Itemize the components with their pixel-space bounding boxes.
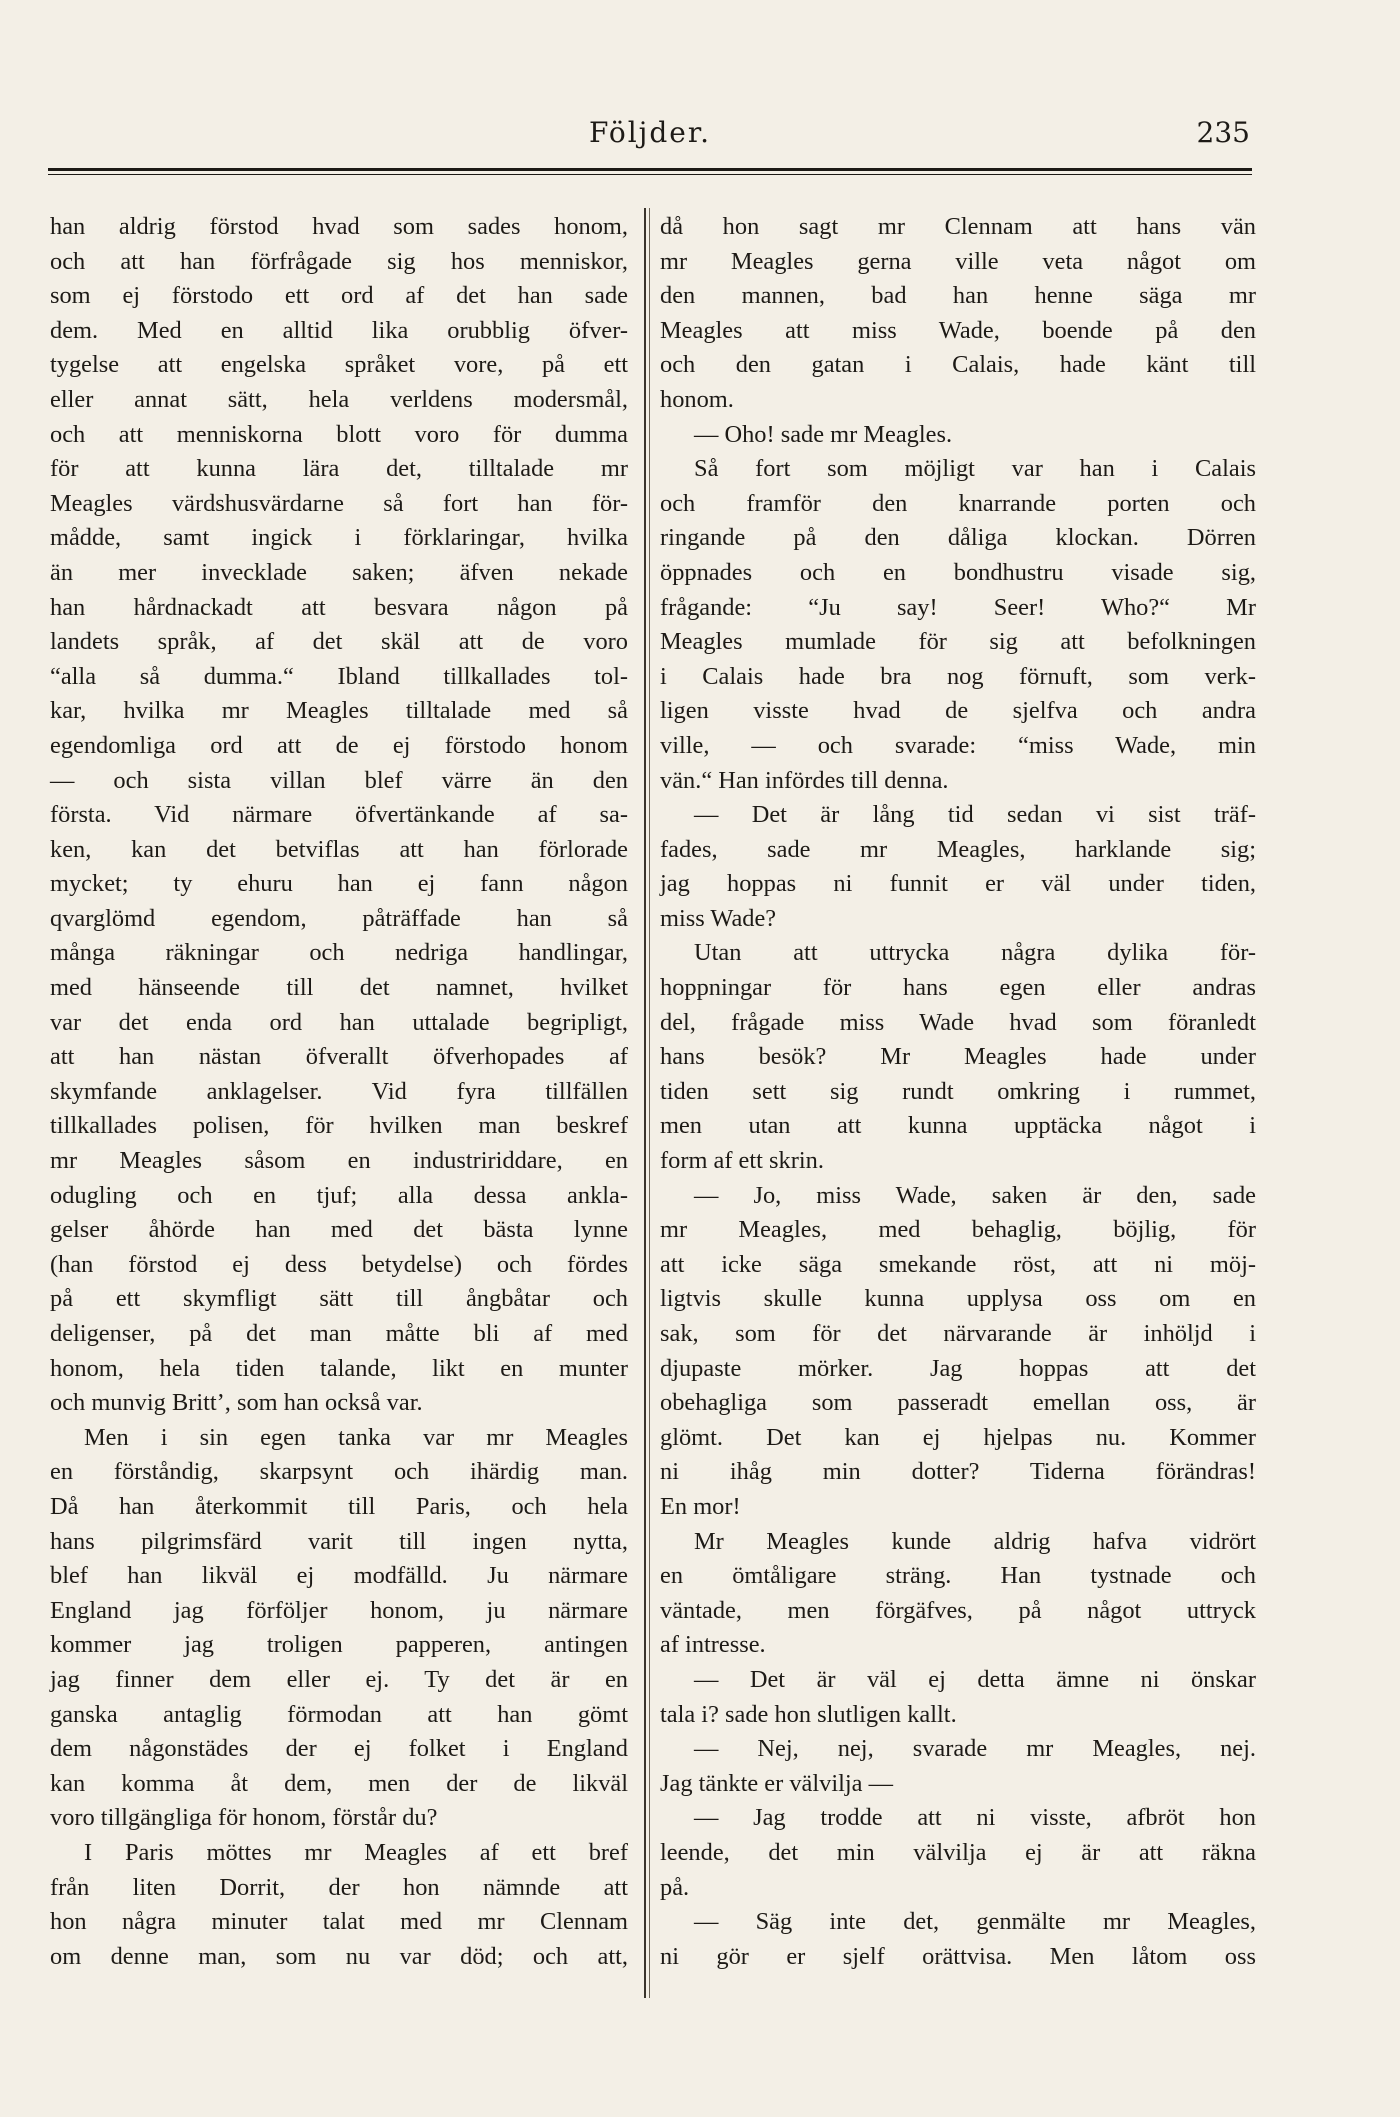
chapter-title: Följder.	[588, 116, 712, 149]
text-line: Mr Meagles kunde aldrig hafva vidrört	[694, 1527, 1256, 1555]
text-line: på ett skymfligt sätt till ångbåtar och	[50, 1285, 628, 1313]
text-line: var det enda ord han uttalade begripligt,	[50, 1008, 628, 1036]
text-line: med hänseende till det namnet, hvilket	[50, 974, 628, 1002]
text-line: på.	[660, 1873, 690, 1901]
text-line: Men i sin egen tanka var mr Meagles	[84, 1423, 628, 1451]
text-line: vän.“ Han infördes till denna.	[660, 766, 949, 794]
text-line: men utan att kunna upptäcka något i	[660, 1112, 1256, 1140]
text-line: mr Meagles, med behaglig, böjlig, för	[660, 1216, 1256, 1244]
text-line: än mer invecklade saken; äfven nekade	[50, 558, 628, 586]
column-divider	[644, 208, 646, 1998]
text-line: och framför den knarrande porten och	[660, 489, 1256, 517]
text-line: gelser åhörde han med det bästa lynne	[50, 1216, 628, 1244]
text-line: mådde, samt ingick i förklaringar, hvilka	[50, 524, 628, 552]
page-number: 235	[1196, 116, 1250, 149]
text-line: ligtvis skulle kunna upplysa oss om en	[660, 1285, 1256, 1313]
text-line: han aldrig förstod hvad som sades honom,	[50, 213, 628, 240]
text-line: odugling och en tjuf; alla dessa ankla-	[50, 1181, 628, 1209]
text-line: hoppningar för hans egen eller andras	[660, 974, 1256, 1002]
text-line: En mor!	[660, 1492, 741, 1520]
text-line: och att menniskorna blott voro för dumma	[50, 420, 628, 448]
text-line: af intresse.	[660, 1631, 766, 1659]
text-line: ganska antaglig förmodan att han gömt	[50, 1700, 628, 1728]
text-line: qvarglömd egendom, påträffade han så	[50, 904, 628, 932]
text-line: jag finner dem eller ej. Ty det är en	[50, 1665, 628, 1693]
text-line: tillkallades polisen, för hvilken man beskref	[50, 1112, 628, 1140]
column-divider-thin	[649, 208, 650, 1998]
text-line: han hårdnackadt att besvara någon på	[50, 593, 628, 621]
text-line: fades, sade mr Meagles, harklande sig;	[660, 835, 1256, 863]
text-line: Meagles värdshusvärdarne så fort han för-	[50, 489, 628, 517]
text-line: en ömtåligare sträng. Han tystnade och	[660, 1562, 1256, 1590]
text-line: tygelse att engelska språket vore, på ett	[50, 351, 628, 379]
text-line: för att kunna lära det, tilltalade mr	[50, 455, 628, 483]
text-line: ringande på den dåliga klockan. Dörren	[660, 524, 1256, 552]
text-line: England jag förföljer honom, ju närmare	[50, 1596, 628, 1624]
text-line: honom, hela tiden talande, likt en munter	[50, 1354, 628, 1382]
text-line: tiden sett sig rundt omkring i rummet,	[660, 1077, 1256, 1105]
text-line: deligenser, på det man måtte bli af med	[50, 1320, 628, 1347]
text-line: eller annat sätt, hela verldens modersmål,	[50, 385, 628, 413]
text-line: djupaste mörker. Jag hoppas att det	[660, 1354, 1256, 1382]
text-line: — Nej, nej, svarade mr Meagles, nej.	[694, 1735, 1256, 1763]
text-line: och att han förfrågade sig hos menniskor,	[50, 247, 628, 275]
text-line: landets språk, af det skäl att de voro	[50, 628, 628, 656]
text-line: dem någonstädes der ej folket i England	[50, 1735, 628, 1763]
text-line: Meagles att miss Wade, boende på den	[660, 316, 1256, 344]
text-line: kar, hvilka mr Meagles tilltalade med så	[50, 697, 628, 725]
text-line: form af ett skrin.	[660, 1147, 824, 1175]
text-line: ni ihåg min dotter? Tiderna förändras!	[660, 1458, 1256, 1486]
text-line: skymfande anklagelser. Vid fyra tillfällen	[50, 1077, 628, 1105]
text-line: — Det är väl ej detta ämne ni önskar	[694, 1665, 1256, 1693]
text-line: att icke säga smekande röst, att ni möj-	[660, 1250, 1256, 1278]
text-line: Då han återkommit till Paris, och hela	[50, 1492, 628, 1520]
text-line: del, frågade miss Wade hvad som föranledt	[660, 1008, 1256, 1036]
header-rule	[48, 168, 1252, 171]
text-line: ni gör er sjelf orättvisa. Men låtom oss	[660, 1942, 1256, 1970]
text-line: från liten Dorrit, der hon nämnde att	[50, 1873, 628, 1901]
text-line: hans pilgrimsfärd varit till ingen nytta,	[50, 1527, 628, 1555]
text-line: (han förstod ej dess betydelse) och fördes	[50, 1250, 628, 1278]
running-header	[50, 112, 1250, 162]
text-line: första. Vid närmare öfvertänkande af sa-	[50, 801, 628, 829]
text-line: ville, — och svarade: “miss Wade, min	[660, 731, 1256, 759]
text-line: — Säg inte det, genmälte mr Meagles,	[694, 1908, 1256, 1936]
text-line: kan komma åt dem, men der de likväl	[50, 1769, 628, 1797]
text-line: leende, det min välvilja ej är att räkna	[660, 1838, 1256, 1866]
text-line: att han nästan öfverallt öfverhopades af	[50, 1043, 628, 1071]
text-line: voro tillgängliga för honom, förstår du?	[50, 1804, 438, 1832]
text-line: mycket; ty ehuru han ej fann någon	[50, 870, 628, 898]
text-line: — Jo, miss Wade, saken är den, sade	[694, 1181, 1256, 1209]
text-line: obehagliga som passeradt emellan oss, är	[660, 1389, 1256, 1417]
text-line: öppnades och en bondhustru visade sig,	[660, 558, 1256, 586]
text-line: och den gatan i Calais, hade känt till	[660, 351, 1256, 379]
text-line: — Oho! sade mr Meagles.	[694, 420, 953, 448]
text-line: frågande: “Ju say! Seer! Who?“ Mr	[660, 593, 1256, 621]
text-line: mr Meagles såsom en industririddare, en	[50, 1147, 628, 1175]
text-line: — och sista villan blef värre än den	[50, 766, 628, 794]
right-text-column	[660, 210, 1256, 1974]
text-line: — Jag trodde att ni visste, afbröt hon	[694, 1804, 1256, 1832]
text-line: Utan att uttrycka några dylika för-	[694, 939, 1256, 967]
text-line: I Paris möttes mr Meagles af ett bref	[84, 1838, 628, 1866]
text-line: som ej förstodo ett ord af det han sade	[50, 282, 628, 310]
text-line: Meagles mumlade för sig att befolkningen	[660, 628, 1256, 656]
text-line: miss Wade?	[660, 904, 777, 932]
text-line: kommer jag troligen papperen, antingen	[50, 1631, 628, 1659]
text-line: ken, kan det betviflas att han förlorade	[50, 835, 628, 863]
text-line: mr Meagles gerna ville veta något om	[660, 247, 1256, 275]
text-line: hon några minuter talat med mr Clennam	[50, 1908, 628, 1936]
header-rule-thin	[48, 174, 1252, 175]
text-line: då hon sagt mr Clennam att hans vän	[660, 213, 1256, 240]
text-line: väntade, men förgäfves, på något uttryck	[660, 1596, 1256, 1624]
text-line: “alla så dumma.“ Ibland tillkallades tol-	[50, 662, 628, 690]
text-line: jag hoppas ni funnit er väl under tiden,	[660, 870, 1256, 898]
text-line: — Det är lång tid sedan vi sist träf-	[694, 801, 1256, 829]
text-line: honom.	[660, 385, 734, 413]
text-line: om denne man, som nu var död; och att,	[50, 1942, 628, 1970]
text-line: hans besök? Mr Meagles hade under	[660, 1043, 1256, 1071]
text-line: Jag tänkte er välvilja —	[660, 1769, 893, 1797]
text-line: Så fort som möjligt var han i Calais	[694, 455, 1256, 483]
text-line: i Calais hade bra nog förnuft, som verk-	[660, 662, 1256, 690]
text-line: tala i? sade hon slutligen kallt.	[660, 1700, 957, 1728]
text-line: glömt. Det kan ej hjelpas nu. Kommer	[660, 1423, 1256, 1451]
text-line: den mannen, bad han henne säga mr	[660, 282, 1256, 310]
text-line: många räkningar och nedriga handlingar,	[50, 939, 628, 967]
text-line: en förståndig, skarpsynt och ihärdig man.	[50, 1458, 628, 1486]
left-text-column	[50, 210, 628, 1974]
text-line: ligen visste hvad de sjelfva och andra	[660, 697, 1256, 725]
text-line: blef han likväl ej modfälld. Ju närmare	[50, 1562, 628, 1590]
text-line: dem. Med en alltid lika orubblig öfver-	[50, 316, 628, 344]
text-line: och munvig Britt’, som han också var.	[50, 1389, 423, 1417]
text-line: egendomliga ord att de ej förstodo honom	[50, 731, 628, 759]
text-line: sak, som för det närvarande är inhöljd i	[660, 1320, 1256, 1347]
